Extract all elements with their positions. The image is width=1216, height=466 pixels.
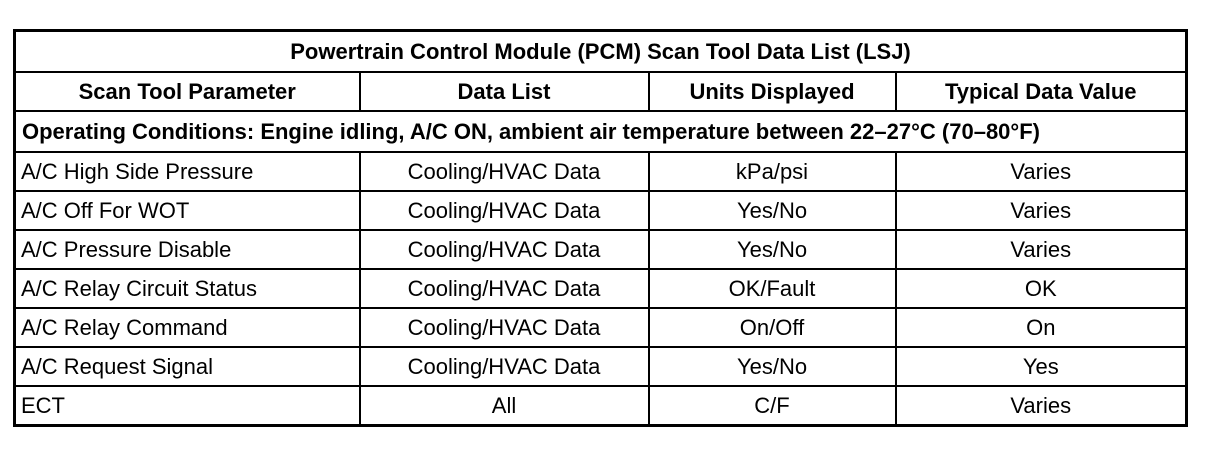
header-units-displayed: Units Displayed [649,72,896,111]
typical-value-cell: Yes [896,347,1187,386]
header-scan-tool-parameter: Scan Tool Parameter [15,72,360,111]
units-cell: OK/Fault [649,269,896,308]
typical-value-cell: Varies [896,191,1187,230]
data-list-cell: Cooling/HVAC Data [360,347,649,386]
table-row [15,347,1187,386]
parameter-cell: A/C Off For WOT [15,191,360,230]
data-list-cell: Cooling/HVAC Data [360,308,649,347]
data-list-cell: Cooling/HVAC Data [360,230,649,269]
table-row [15,308,1187,347]
header-data-list: Data List [360,72,649,111]
data-list-cell: Cooling/HVAC Data [360,152,649,191]
units-cell: kPa/psi [649,152,896,191]
conditions-row [15,111,1187,152]
table-title: Powertrain Control Module (PCM) Scan Tool Data List (LSJ) [15,31,1187,73]
table-row [15,191,1187,230]
header-typical-data-value: Typical Data Value [896,72,1187,111]
table-row [15,386,1187,426]
parameter-cell: A/C High Side Pressure [15,152,360,191]
units-cell: C/F [649,386,896,426]
table-row [15,269,1187,308]
parameter-cell: A/C Pressure Disable [15,230,360,269]
typical-value-cell: Varies [896,230,1187,269]
scan-tool-data-table [13,29,1188,427]
parameter-cell: A/C Relay Circuit Status [15,269,360,308]
typical-value-cell: Varies [896,152,1187,191]
parameter-cell: A/C Relay Command [15,308,360,347]
typical-value-cell: Varies [896,386,1187,426]
title-row [15,31,1187,73]
units-cell: Yes/No [649,347,896,386]
data-list-cell: Cooling/HVAC Data [360,191,649,230]
parameter-cell: ECT [15,386,360,426]
typical-value-cell: On [896,308,1187,347]
units-cell: Yes/No [649,191,896,230]
parameter-cell: A/C Request Signal [15,347,360,386]
typical-value-cell: OK [896,269,1187,308]
table-row [15,230,1187,269]
header-row [15,72,1187,111]
table-row [15,152,1187,191]
units-cell: Yes/No [649,230,896,269]
units-cell: On/Off [649,308,896,347]
data-list-cell: Cooling/HVAC Data [360,269,649,308]
operating-conditions: Operating Conditions: Engine idling, A/C ON, ambient air temperature between 22–27°C (70–80°F) [15,111,1187,152]
data-list-cell: All [360,386,649,426]
